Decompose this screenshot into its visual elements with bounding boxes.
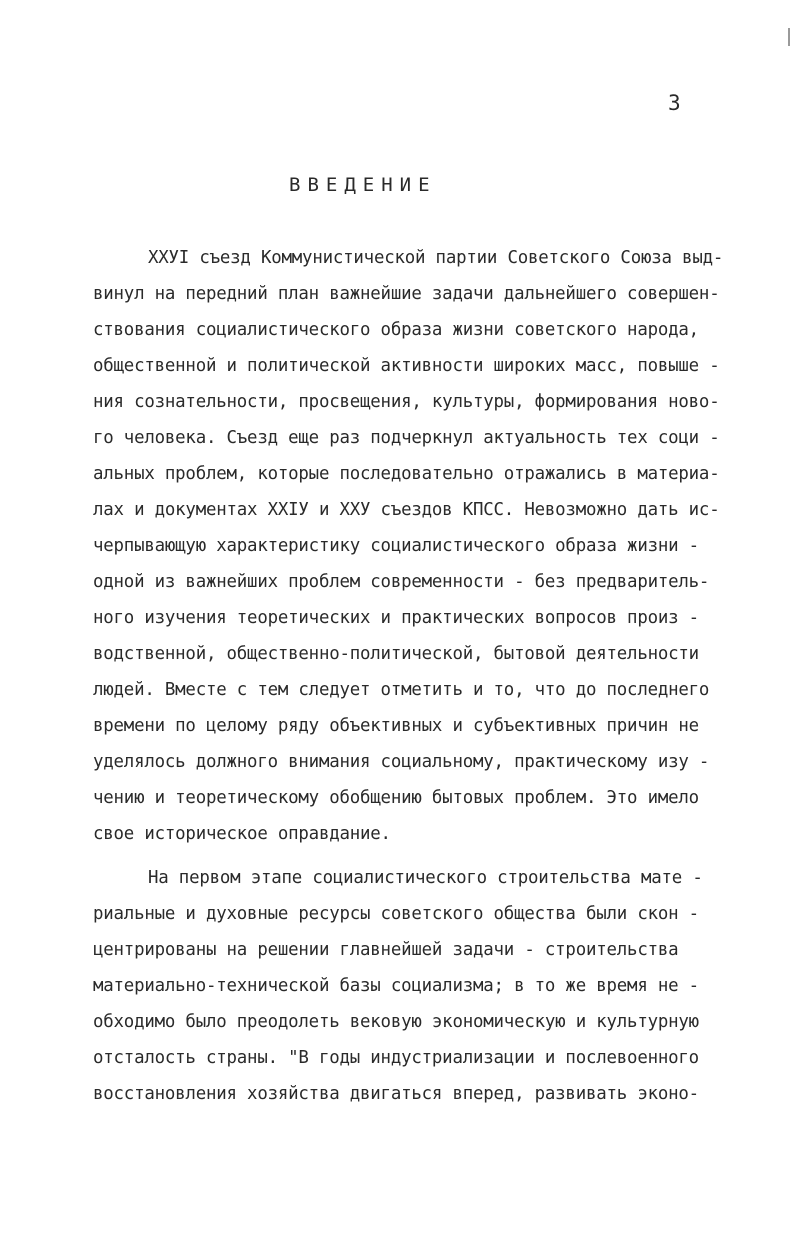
text-line: одной из важнейших проблем современности - без предваритель- xyxy=(93,572,710,592)
text-line: водственной, общественно-политической, бытовой деятельности xyxy=(93,644,699,664)
text-line: альных проблем, которые последовательно отражались в материа- xyxy=(93,464,720,484)
page-number: 3 xyxy=(668,91,681,115)
text-line: обходимо было преодолеть вековую экономическую и культурную xyxy=(93,1012,699,1032)
text-line: отсталость страны. "В годы индустриализации и послевоенного xyxy=(93,1048,699,1068)
text-line: На первом этапе социалистического строительства мате - xyxy=(148,868,703,888)
text-line: восстановления хозяйства двигаться вперед, развивать эконо- xyxy=(93,1084,699,1104)
text-line: людей. Вместе с тем следует отметить и то, что до последнего xyxy=(93,680,710,700)
text-line: чению и теоретическому обобщению бытовых проблем. Это имело xyxy=(93,788,699,808)
section-heading: ВВЕДЕНИЕ xyxy=(289,174,437,196)
text-line: черпывающую характеристику социалистического образа жизни - xyxy=(93,536,699,556)
text-line: ния сознательности, просвещения, культуры, формирования ново- xyxy=(93,392,720,412)
margin-mark xyxy=(788,28,790,46)
text-line: общественной и политической активности широких масс, повыше - xyxy=(93,356,720,376)
text-line: XXУI съезд Коммунистической партии Советского Союза выд- xyxy=(148,248,724,268)
text-line: лах и документах XXIУ и XXУ съездов КПСС. Невозможно дать ис- xyxy=(93,500,720,520)
text-line: свое историческое оправдание. xyxy=(93,824,391,844)
text-line: го человека. Съезд еще раз подчеркнул актуальность тех соци - xyxy=(93,428,720,448)
text-line: риальные и духовные ресурсы советского общества были скон - xyxy=(93,904,699,924)
text-line: ствования социалистического образа жизни советского народа, xyxy=(93,320,699,340)
text-line: материально-технической базы социализма; в то же время не - xyxy=(93,976,699,996)
text-line: центрированы на решении главнейшей задачи - строительства xyxy=(93,940,679,960)
text-line: винул на передний план важнейшие задачи дальнейшего совершен- xyxy=(93,284,720,304)
text-line: времени по целому ряду объективных и субъективных причин не xyxy=(93,716,699,736)
text-line: уделялось должного внимания социальному, практическому изу - xyxy=(93,752,710,772)
text-line: ного изучения теоретических и практических вопросов произ - xyxy=(93,608,699,628)
